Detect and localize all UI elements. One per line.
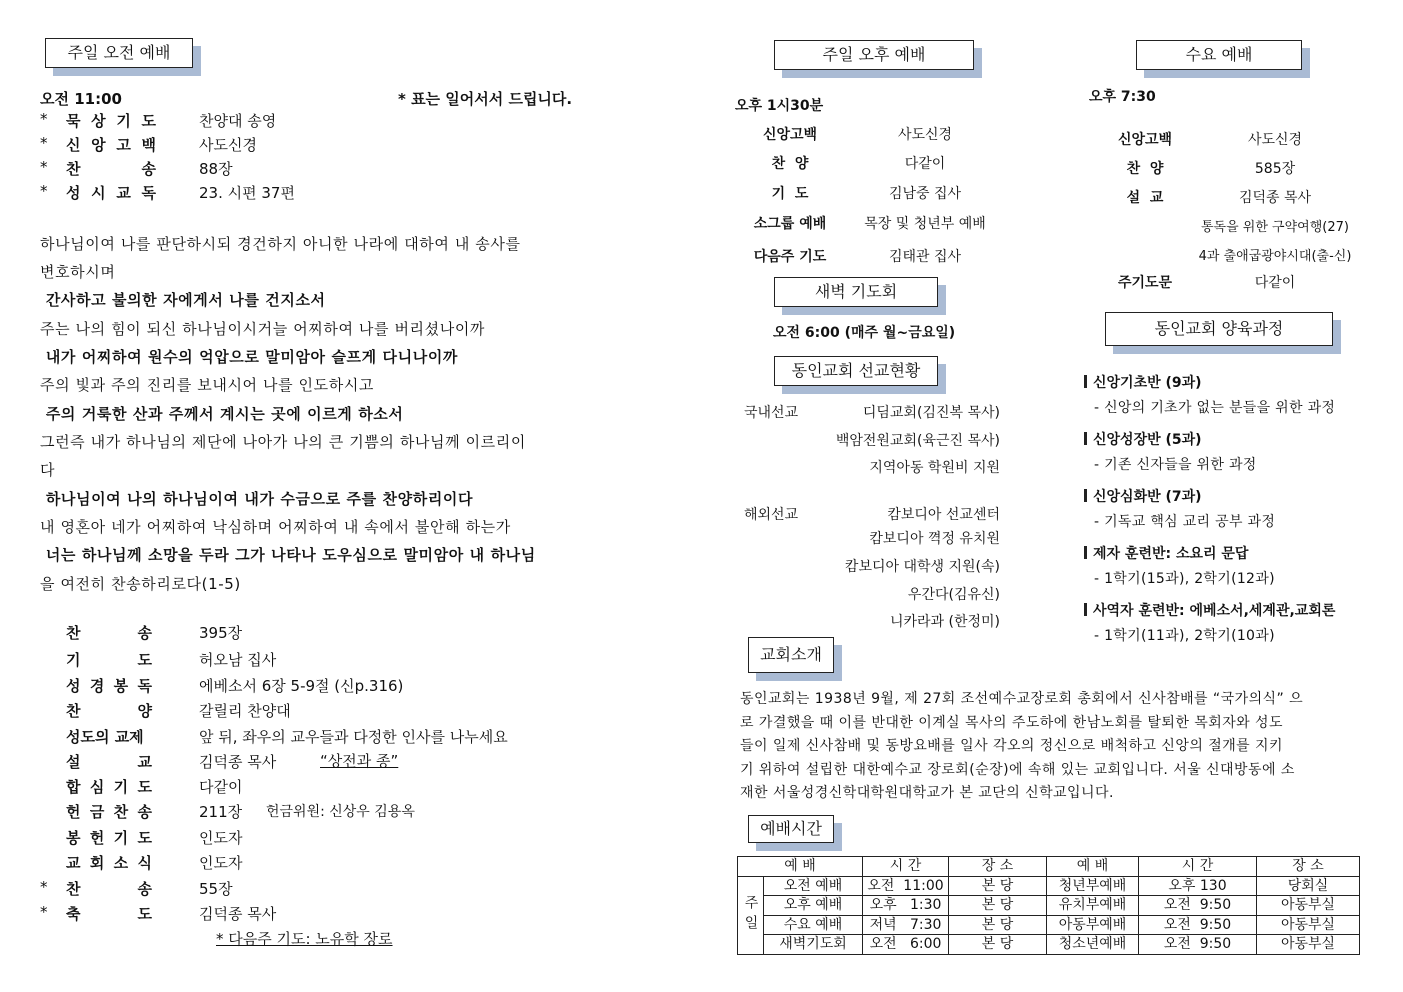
order-value: 다같이 bbox=[199, 778, 243, 796]
order-label-char: 성 bbox=[66, 677, 81, 695]
mission-title: 동인교회 선교현황 bbox=[774, 356, 938, 386]
order-label-char: 시 bbox=[91, 184, 106, 202]
afternoon-value: 다같이 bbox=[904, 156, 946, 172]
order-label-char: 송 bbox=[141, 160, 156, 178]
reading-line: 주의 빛과 주의 진리를 보내시어 나를 인도하시고 bbox=[40, 376, 375, 394]
order-value: 88장 bbox=[199, 160, 233, 178]
order-label bbox=[66, 622, 152, 643]
intro-line: 로 가결했을 때 이를 반대한 이계실 목사의 주도하에 한남노회를 탈퇴한 목회자와 성도 bbox=[740, 714, 1283, 731]
header-cell: 장 소 bbox=[1257, 857, 1360, 877]
order-label bbox=[66, 801, 152, 822]
order-label-char: 심 bbox=[89, 778, 105, 796]
schedule-cell: 수요 예배 bbox=[764, 915, 863, 935]
order-label-char: 상 bbox=[91, 112, 106, 130]
order-label-char: 기 bbox=[113, 829, 129, 847]
bullet-bar-icon bbox=[1084, 546, 1087, 559]
domestic-mission: 백암전원교회(육근진 목사) bbox=[835, 433, 1000, 449]
order-value: 김덕종 목사 bbox=[199, 753, 277, 771]
order-label-char: 경 bbox=[89, 677, 105, 695]
course-name-row bbox=[1084, 600, 1335, 620]
dawn-prayer-time: 오전 6:00 (매주 월~금요일) bbox=[773, 325, 956, 341]
intro-line: 기 위하여 설립한 대한예수교 장로회(순장)에 속해 있는 교회입니다. 서울 신대방동에 소 bbox=[740, 761, 1295, 778]
order-label-char: 찬 bbox=[113, 803, 129, 821]
bullet-bar-icon bbox=[1084, 603, 1087, 616]
header-cell: 시 간 bbox=[863, 857, 949, 877]
order-label-char: 도 bbox=[137, 778, 152, 796]
course-name: 신앙심화반 (7과) bbox=[1093, 489, 1202, 505]
order-label bbox=[66, 827, 152, 848]
header-cell: 장 소 bbox=[949, 857, 1047, 877]
order-label bbox=[66, 182, 156, 203]
schedule-cell: 오전 9:50 bbox=[1139, 915, 1257, 935]
order-label-char: 찬 bbox=[66, 702, 81, 720]
standing-mark bbox=[40, 801, 66, 822]
wednesday-sermon-line: 4과 출애굽광야시대(출-신) bbox=[1198, 249, 1352, 264]
order-value: 395장 bbox=[199, 624, 243, 642]
order-label-char: 양 bbox=[137, 702, 152, 720]
schedule-cell: 청소년예배 bbox=[1047, 935, 1139, 955]
afternoon-value: 사도신경 bbox=[897, 127, 953, 143]
schedule-cell: 아동부실 bbox=[1257, 915, 1360, 935]
order-row bbox=[40, 878, 600, 899]
schedule-cell: 아동부예배 bbox=[1047, 915, 1139, 935]
reading-line: 변호하시며 bbox=[40, 263, 116, 281]
reading-line: 하나님이여 나를 판단하시되 경건하지 아니한 나라에 대하여 내 송사를 bbox=[40, 235, 521, 253]
standing-mark: * bbox=[40, 134, 48, 152]
overseas-mission: 캄보디아 선교센터 bbox=[887, 507, 1000, 523]
afternoon-service-title: 주일 오후 예배 bbox=[774, 40, 974, 70]
order-label-char: 도 bbox=[137, 829, 152, 847]
header-cell: 예 배 bbox=[1047, 857, 1139, 877]
course-name: 사역자 훈련반: 에베소서,세계관,교회론 bbox=[1093, 603, 1336, 619]
order-label-char: 기 bbox=[113, 778, 129, 796]
bullet-bar-icon bbox=[1084, 432, 1087, 445]
overseas-mission: 캄보디아 껵정 유치원 bbox=[869, 531, 1000, 547]
order-label-char: 독 bbox=[137, 677, 152, 695]
standing-mark bbox=[40, 852, 66, 873]
order-label bbox=[66, 903, 152, 924]
intro-title: 교회소개 bbox=[748, 637, 834, 673]
order-row bbox=[40, 182, 460, 203]
standing-mark bbox=[40, 700, 66, 721]
order-label-char: 헌 bbox=[89, 829, 105, 847]
order-value: 55장 bbox=[199, 880, 233, 898]
schedule-cell: 유치부예배 bbox=[1047, 896, 1139, 916]
order-value: 사도신경 bbox=[199, 136, 257, 154]
wednesday-service-title: 수요 예배 bbox=[1136, 40, 1302, 70]
order-label-char: 도 bbox=[137, 905, 152, 923]
course-name: 신앙성장반 (5과) bbox=[1093, 432, 1202, 448]
schedule-row bbox=[738, 876, 1360, 896]
schedule-cell: 본 당 bbox=[949, 896, 1047, 916]
intro-line: 재한 서울성경신학대학원대학교가 본 교단의 신학교입니다. bbox=[740, 785, 1114, 801]
order-row bbox=[40, 776, 600, 797]
bullet-bar-icon bbox=[1084, 489, 1087, 502]
standing-mark bbox=[40, 827, 66, 848]
wednesday-label: 설 교 bbox=[1126, 190, 1164, 206]
afternoon-value: 목장 및 청년부 예배 bbox=[864, 216, 986, 232]
standing-mark bbox=[40, 675, 66, 696]
wednesday-label: 주기도문 bbox=[1117, 275, 1173, 291]
order-label bbox=[66, 878, 152, 899]
schedule-cell: 오전 11:00 bbox=[863, 876, 949, 896]
order-value: 허오남 집사 bbox=[199, 651, 277, 669]
wednesday-value: 585장 bbox=[1254, 161, 1296, 177]
overseas-mission: 니카라과 (한정미) bbox=[889, 614, 1000, 630]
order-label-char: 기 bbox=[66, 651, 81, 669]
order-label bbox=[66, 776, 152, 797]
course-desc: - 신앙의 기초가 없는 분들을 위한 과정 bbox=[1094, 400, 1336, 416]
standing-mark bbox=[40, 751, 66, 772]
standing-mark bbox=[40, 622, 66, 643]
domestic-mission: 지역아동 학원비 지원 bbox=[869, 460, 1000, 476]
order-row bbox=[40, 827, 600, 848]
order-value: 앞 뒤, 좌우의 교우들과 다정한 인사를 나누세요 bbox=[199, 728, 508, 746]
order-row bbox=[40, 134, 460, 155]
schedule-cell: 오후 130 bbox=[1139, 876, 1257, 896]
order-label-char: 찬 bbox=[66, 624, 81, 642]
order-row bbox=[40, 726, 600, 747]
schedule-row bbox=[738, 915, 1360, 935]
order-label-char: 축 bbox=[66, 905, 81, 923]
schedule-cell: 새벽기도회 bbox=[764, 935, 863, 955]
reading-line: 내 영혼아 네가 어찌하여 낙심하며 어찌하여 내 속에서 불안해 하는가 bbox=[40, 518, 511, 536]
afternoon-time: 오후 1시30분 bbox=[735, 98, 824, 114]
wednesday-value: 다같이 bbox=[1254, 275, 1296, 291]
order-label-char: 도 bbox=[141, 112, 156, 130]
education-title: 동인교회 양육과정 bbox=[1105, 312, 1333, 346]
order-label-char: 교 bbox=[66, 854, 81, 872]
order-row bbox=[40, 852, 600, 873]
schedule-cell: 오후 예배 bbox=[764, 896, 863, 916]
order-label-char: 금 bbox=[89, 803, 105, 821]
order-label-char: 식 bbox=[137, 854, 152, 872]
order-label bbox=[66, 649, 152, 670]
morning-service-title: 주일 오전 예배 bbox=[45, 38, 193, 68]
order-label-char: 송 bbox=[137, 803, 152, 821]
domestic-label: 국내선교 bbox=[744, 405, 799, 421]
schedule-title: 예배시간 bbox=[748, 815, 834, 843]
reading-line: 간사하고 불의한 자에게서 나를 건지소서 bbox=[40, 291, 326, 309]
course-name-row bbox=[1084, 372, 1202, 392]
schedule-row bbox=[738, 896, 1360, 916]
schedule-cell: 오후 1:30 bbox=[863, 896, 949, 916]
schedule-cell: 본 당 bbox=[949, 935, 1047, 955]
schedule-cell: 오전 6:00 bbox=[863, 935, 949, 955]
afternoon-label: 찬 양 bbox=[771, 156, 809, 172]
standing-mark bbox=[40, 726, 66, 747]
order-value: 찬양대 송영 bbox=[199, 112, 277, 130]
reading-line: 하나님이여 나의 하나님이여 내가 수금으로 주를 찬양하리이다 bbox=[40, 490, 474, 508]
overseas-mission: 우간다(김유신) bbox=[907, 587, 1000, 603]
order-label-char: 송 bbox=[137, 624, 152, 642]
domestic-mission: 디딤교회(김진복 목사) bbox=[862, 405, 1000, 421]
order-label-char: 묵 bbox=[66, 112, 81, 130]
course-name: 제자 훈련반: 소요리 문답 bbox=[1093, 546, 1249, 562]
schedule-cell: 오전 9:50 bbox=[1139, 935, 1257, 955]
order-label-char: 봉 bbox=[113, 677, 129, 695]
schedule-cell: 청년부예배 bbox=[1047, 876, 1139, 896]
order-row bbox=[40, 903, 600, 924]
afternoon-label: 다음주 기도 bbox=[753, 249, 827, 265]
stand-note: * 표는 일어서서 드립니다. bbox=[398, 90, 573, 108]
reading-line: 주의 거룩한 산과 주께서 계시는 곳에 이르게 하소서 bbox=[40, 405, 404, 423]
schedule-cell: 본 당 bbox=[949, 915, 1047, 935]
order-label-char: 설 bbox=[66, 753, 81, 771]
order-label-char: 교 bbox=[116, 184, 131, 202]
order-label bbox=[66, 726, 152, 747]
order-label-char: 송 bbox=[137, 880, 152, 898]
course-desc: - 1학기(11과), 2학기(10과) bbox=[1094, 628, 1275, 644]
wednesday-sermon-line: 통독을 위한 구약여행(27) bbox=[1201, 220, 1349, 235]
standing-mark: * bbox=[40, 903, 48, 921]
reading-line: 다 bbox=[40, 461, 56, 479]
order-row bbox=[40, 110, 460, 131]
order-label-char: 독 bbox=[141, 184, 156, 202]
order-label-char: 찬 bbox=[66, 880, 81, 898]
afternoon-label: 신앙고백 bbox=[762, 127, 818, 143]
order-label-char: 찬 bbox=[66, 160, 81, 178]
afternoon-value: 김남중 집사 bbox=[888, 186, 962, 202]
standing-mark: * bbox=[40, 110, 48, 128]
order-value: 갈릴리 찬양대 bbox=[199, 702, 291, 720]
course-name-row bbox=[1084, 543, 1248, 563]
course-desc: - 기존 신자들을 위한 과정 bbox=[1094, 457, 1257, 473]
order-label-char: 회 bbox=[89, 854, 105, 872]
morning-time: 오전 11:00 bbox=[40, 90, 122, 108]
schedule-cell: 오전 예배 bbox=[764, 876, 863, 896]
order-label-char: 봉 bbox=[66, 829, 81, 847]
reading-line: 내가 어찌하여 원수의 억압으로 말미암아 슬프게 다니나이까 bbox=[40, 348, 459, 366]
afternoon-label: 기 도 bbox=[771, 186, 809, 202]
schedule-cell: 저녁 7:30 bbox=[863, 915, 949, 935]
order-label-char: 소 bbox=[113, 854, 129, 872]
order-label bbox=[66, 110, 156, 131]
course-desc: - 1학기(15과), 2학기(12과) bbox=[1094, 571, 1275, 587]
schedule-row bbox=[738, 935, 1360, 955]
wednesday-value: 김덕종 목사 bbox=[1238, 190, 1312, 206]
overseas-label: 해외선교 bbox=[744, 507, 799, 523]
order-label bbox=[66, 158, 156, 179]
schedule-cell: 본 당 bbox=[949, 876, 1047, 896]
order-value: 김덕종 목사 bbox=[199, 905, 277, 923]
order-label-char: 백 bbox=[141, 136, 156, 154]
wednesday-label: 신앙고백 bbox=[1117, 132, 1173, 148]
offering-note: 헌금위원: 신상우 김용옥 bbox=[266, 804, 415, 820]
order-label-char: 교 bbox=[137, 753, 152, 771]
wednesday-time: 오후 7:30 bbox=[1089, 89, 1156, 105]
order-label-char: 합 bbox=[66, 778, 81, 796]
afternoon-label: 소그룹 예배 bbox=[753, 216, 827, 232]
standing-mark bbox=[40, 649, 66, 670]
order-value: 에베소서 6장 5-9절 (신p.316) bbox=[199, 677, 404, 695]
order-row bbox=[40, 158, 460, 179]
reading-line: 너는 하나님께 소망을 두라 그가 나타나 도우심으로 말미암아 내 하나님 bbox=[40, 546, 536, 564]
course-name-row bbox=[1084, 486, 1202, 506]
wednesday-label: 찬 양 bbox=[1126, 161, 1164, 177]
schedule-cell: 아동부실 bbox=[1257, 935, 1360, 955]
order-label bbox=[66, 700, 152, 721]
schedule-cell: 아동부실 bbox=[1257, 896, 1360, 916]
order-row bbox=[40, 700, 600, 721]
order-value: 23. 시편 37편 bbox=[199, 184, 295, 202]
schedule-table bbox=[737, 856, 1360, 955]
order-row bbox=[40, 622, 600, 643]
dawn-prayer-title: 새벽 기도회 bbox=[774, 277, 938, 307]
order-label-char: 고 bbox=[116, 136, 131, 154]
order-label-char: 기 bbox=[116, 112, 131, 130]
order-value: 211장 bbox=[199, 803, 243, 821]
standing-mark bbox=[40, 776, 66, 797]
order-label bbox=[66, 675, 152, 696]
order-value: 인도자 bbox=[199, 829, 243, 847]
reading-line: 주는 나의 힘이 되신 하나님이시거늘 어찌하여 나를 버리셨나이까 bbox=[40, 320, 486, 338]
order-label-char: 성 bbox=[66, 184, 81, 202]
schedule-header-row bbox=[738, 857, 1360, 877]
afternoon-value: 김태관 집사 bbox=[888, 249, 962, 265]
order-label bbox=[66, 852, 152, 873]
course-name-row bbox=[1084, 429, 1202, 449]
standing-mark: * bbox=[40, 158, 48, 176]
wednesday-value: 사도신경 bbox=[1247, 132, 1303, 148]
schedule-cell: 오전 9:50 bbox=[1139, 896, 1257, 916]
order-label bbox=[66, 134, 156, 155]
sermon-title: “상전과 종” bbox=[320, 752, 399, 770]
order-label-text: 성도의 교제 bbox=[66, 728, 144, 746]
standing-mark: * bbox=[40, 182, 48, 200]
course-name: 신앙기초반 (9과) bbox=[1093, 375, 1202, 391]
header-cell: 시 간 bbox=[1139, 857, 1257, 877]
order-label bbox=[66, 751, 152, 772]
order-label-char: 도 bbox=[137, 651, 152, 669]
course-desc: - 기독교 핵심 교리 공부 과정 bbox=[1094, 514, 1276, 530]
order-label-char: 헌 bbox=[66, 803, 81, 821]
schedule-cell: 당회실 bbox=[1257, 876, 1360, 896]
reading-line: 을 여전히 찬송하리로다(1-5) bbox=[40, 575, 241, 593]
order-label-char: 신 bbox=[66, 136, 81, 154]
next-prayer-note: * 다음주 기도: 노유학 장로 bbox=[216, 930, 393, 948]
order-label-char: 앙 bbox=[91, 136, 106, 154]
standing-mark: * bbox=[40, 878, 48, 896]
order-value: 인도자 bbox=[199, 854, 243, 872]
bullet-bar-icon bbox=[1084, 375, 1087, 388]
overseas-mission: 캄보디아 대학생 지원(속) bbox=[844, 559, 1000, 575]
intro-line: 들이 일제 신사참배 및 동방요배를 일사 각오의 정신으로 배척하고 신앙의 절개를 지키 bbox=[740, 738, 1283, 754]
order-row bbox=[40, 675, 600, 696]
side-label: 주일 bbox=[738, 876, 764, 954]
order-row bbox=[40, 649, 600, 670]
header-cell: 예 배 bbox=[738, 857, 863, 877]
intro-line: 동인교회는 1938년 9월, 제 27회 조선예수교장로회 총회에서 신사참배를 “국가의식” 으 bbox=[740, 691, 1304, 707]
reading-line: 그런즉 내가 하나님의 제단에 나아가 나의 큰 기쁨의 하나님께 이르리이 bbox=[40, 433, 526, 451]
